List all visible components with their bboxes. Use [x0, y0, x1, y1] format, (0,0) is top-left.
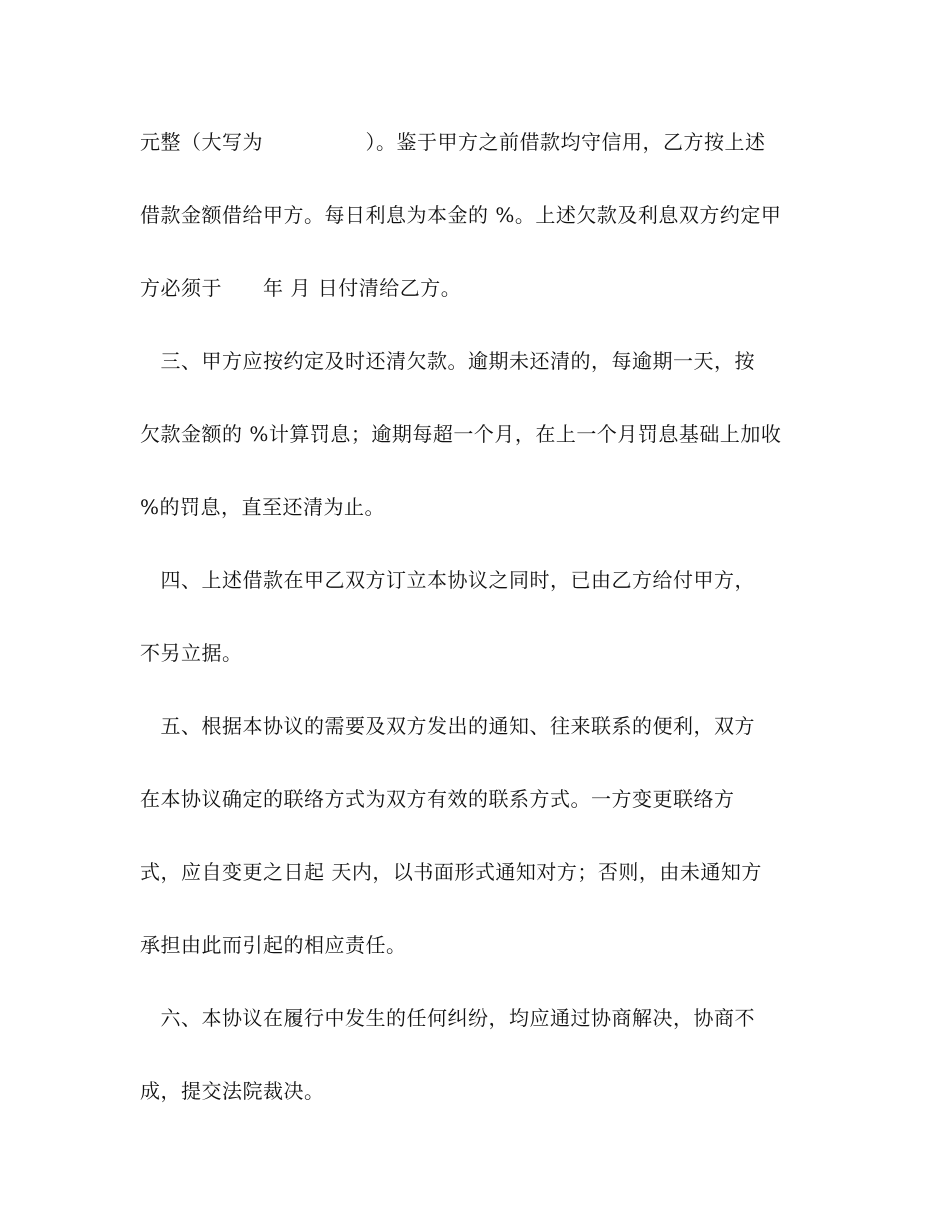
clause-5-line-4: 承担由此而引起的相应责任。	[140, 933, 407, 957]
clause-5-line-1: 五、根据本协议的需要及双方发出的通知、往来联系的便利，双方	[140, 714, 755, 738]
clause-3-line-1: 三、甲方应按约定及时还清欠款。逾期未还清的，每逾期一天，按	[140, 349, 755, 373]
clause-6-line-1: 六、本协议在履行中发生的任何纠纷，均应通过协商解决，协商不	[140, 1006, 755, 1030]
clause-5-line-3: 式，应自变更之日起 天内，以书面形式通知对方；否则，由未通知方	[140, 860, 762, 884]
clause-3-line-2: 欠款金额的 %计算罚息；逾期每超一个月，在上一个月罚息基础上加收	[140, 422, 782, 446]
text-line-2: 借款金额借给甲方。每日利息为本金的 %。上述欠款及利息双方约定甲	[140, 203, 782, 227]
text-line-3: 方必须于 年 月 日付清给乙方。	[140, 276, 462, 300]
text-line-1: 元整（大写为 ）。鉴于甲方之前借款均守信用，乙方按上述	[140, 130, 766, 154]
clause-4-line-1: 四、上述借款在甲乙双方订立本协议之同时，已由乙方给付甲方，	[140, 568, 755, 592]
clause-4-line-2: 不另立据。	[140, 641, 243, 665]
clause-3-line-3: %的罚息，直至还清为止。	[140, 495, 386, 519]
clause-5-line-2: 在本协议确定的联络方式为双方有效的联系方式。一方变更联络方	[140, 787, 735, 811]
clause-6-line-2: 成，提交法院裁决。	[140, 1079, 325, 1103]
